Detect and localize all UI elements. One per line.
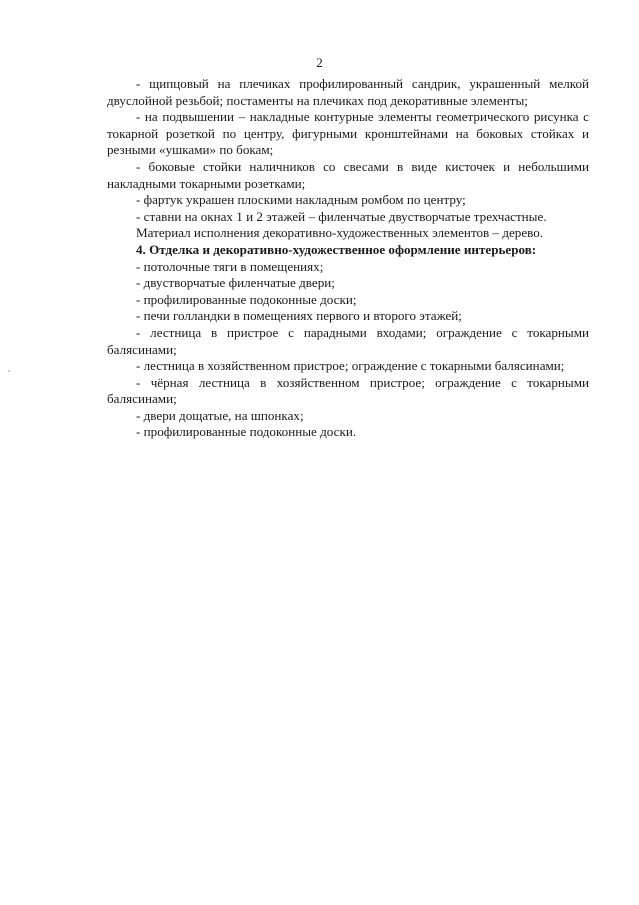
list-item-shutters: - ставни на окнах 1 и 2 этажей – филенчатые двустворчатые трехчастные. (136, 208, 547, 224)
list-item-podvyshenie: - на подвышении – накладные контурные элементы геометрического рисунка с токарной розеткой по центру, фигурными кронштейнами на боковых стойках и резными «ушками» по бокам; (107, 109, 589, 158)
list-item-panel-doors: - двустворчатые филенчатые двери; (136, 275, 335, 291)
page-number: 2 (316, 55, 323, 70)
list-item-main-staircase: - лестница в пристрое с парадными входами; ограждение с токарными балясинами; (107, 324, 589, 357)
list-item-window-sills-2: - профилированные подоконные доски. (136, 424, 357, 440)
list-item-window-sills: - профилированные подоконные доски; (136, 291, 357, 307)
list-item-ceiling-moldings: - потолочные тяги в помещениях; (136, 258, 324, 274)
scan-speck (8, 370, 10, 372)
material-statement: Материал исполнения декоративно-художественных элементов – дерево. (136, 225, 544, 241)
list-item-plank-doors: - двери дощатые, на шпонках; (136, 407, 304, 423)
document-body (107, 76, 589, 441)
list-item-utility-staircase: - лестница в хозяйственном пристрое; ограждение с токарными балясинами; (136, 358, 565, 374)
section-heading-interiors: 4. Отделка и декоративно-художественное оформление интерьеров: (136, 241, 537, 257)
list-item-sandrik: - щипцовый на плечиках профилированный сандрик, украшенный мелкой двуслойной резьбой; постаменты на плечиках под декоративные элементы; (107, 76, 589, 108)
list-item-apron: - фартук украшен плоскими накладным ромбом по центру; (136, 192, 466, 208)
list-item-side-posts: - боковые стойки наличников со свесами в виде кисточек и небольшими накладными токарными розетками; (107, 158, 589, 191)
list-item-back-staircase: - чёрная лестница в хозяйственном пристрое; ограждение с токарными балясинами; (107, 374, 589, 407)
list-item-dutch-stoves: - печи голландки в помещениях первого и второго этажей; (136, 308, 462, 324)
